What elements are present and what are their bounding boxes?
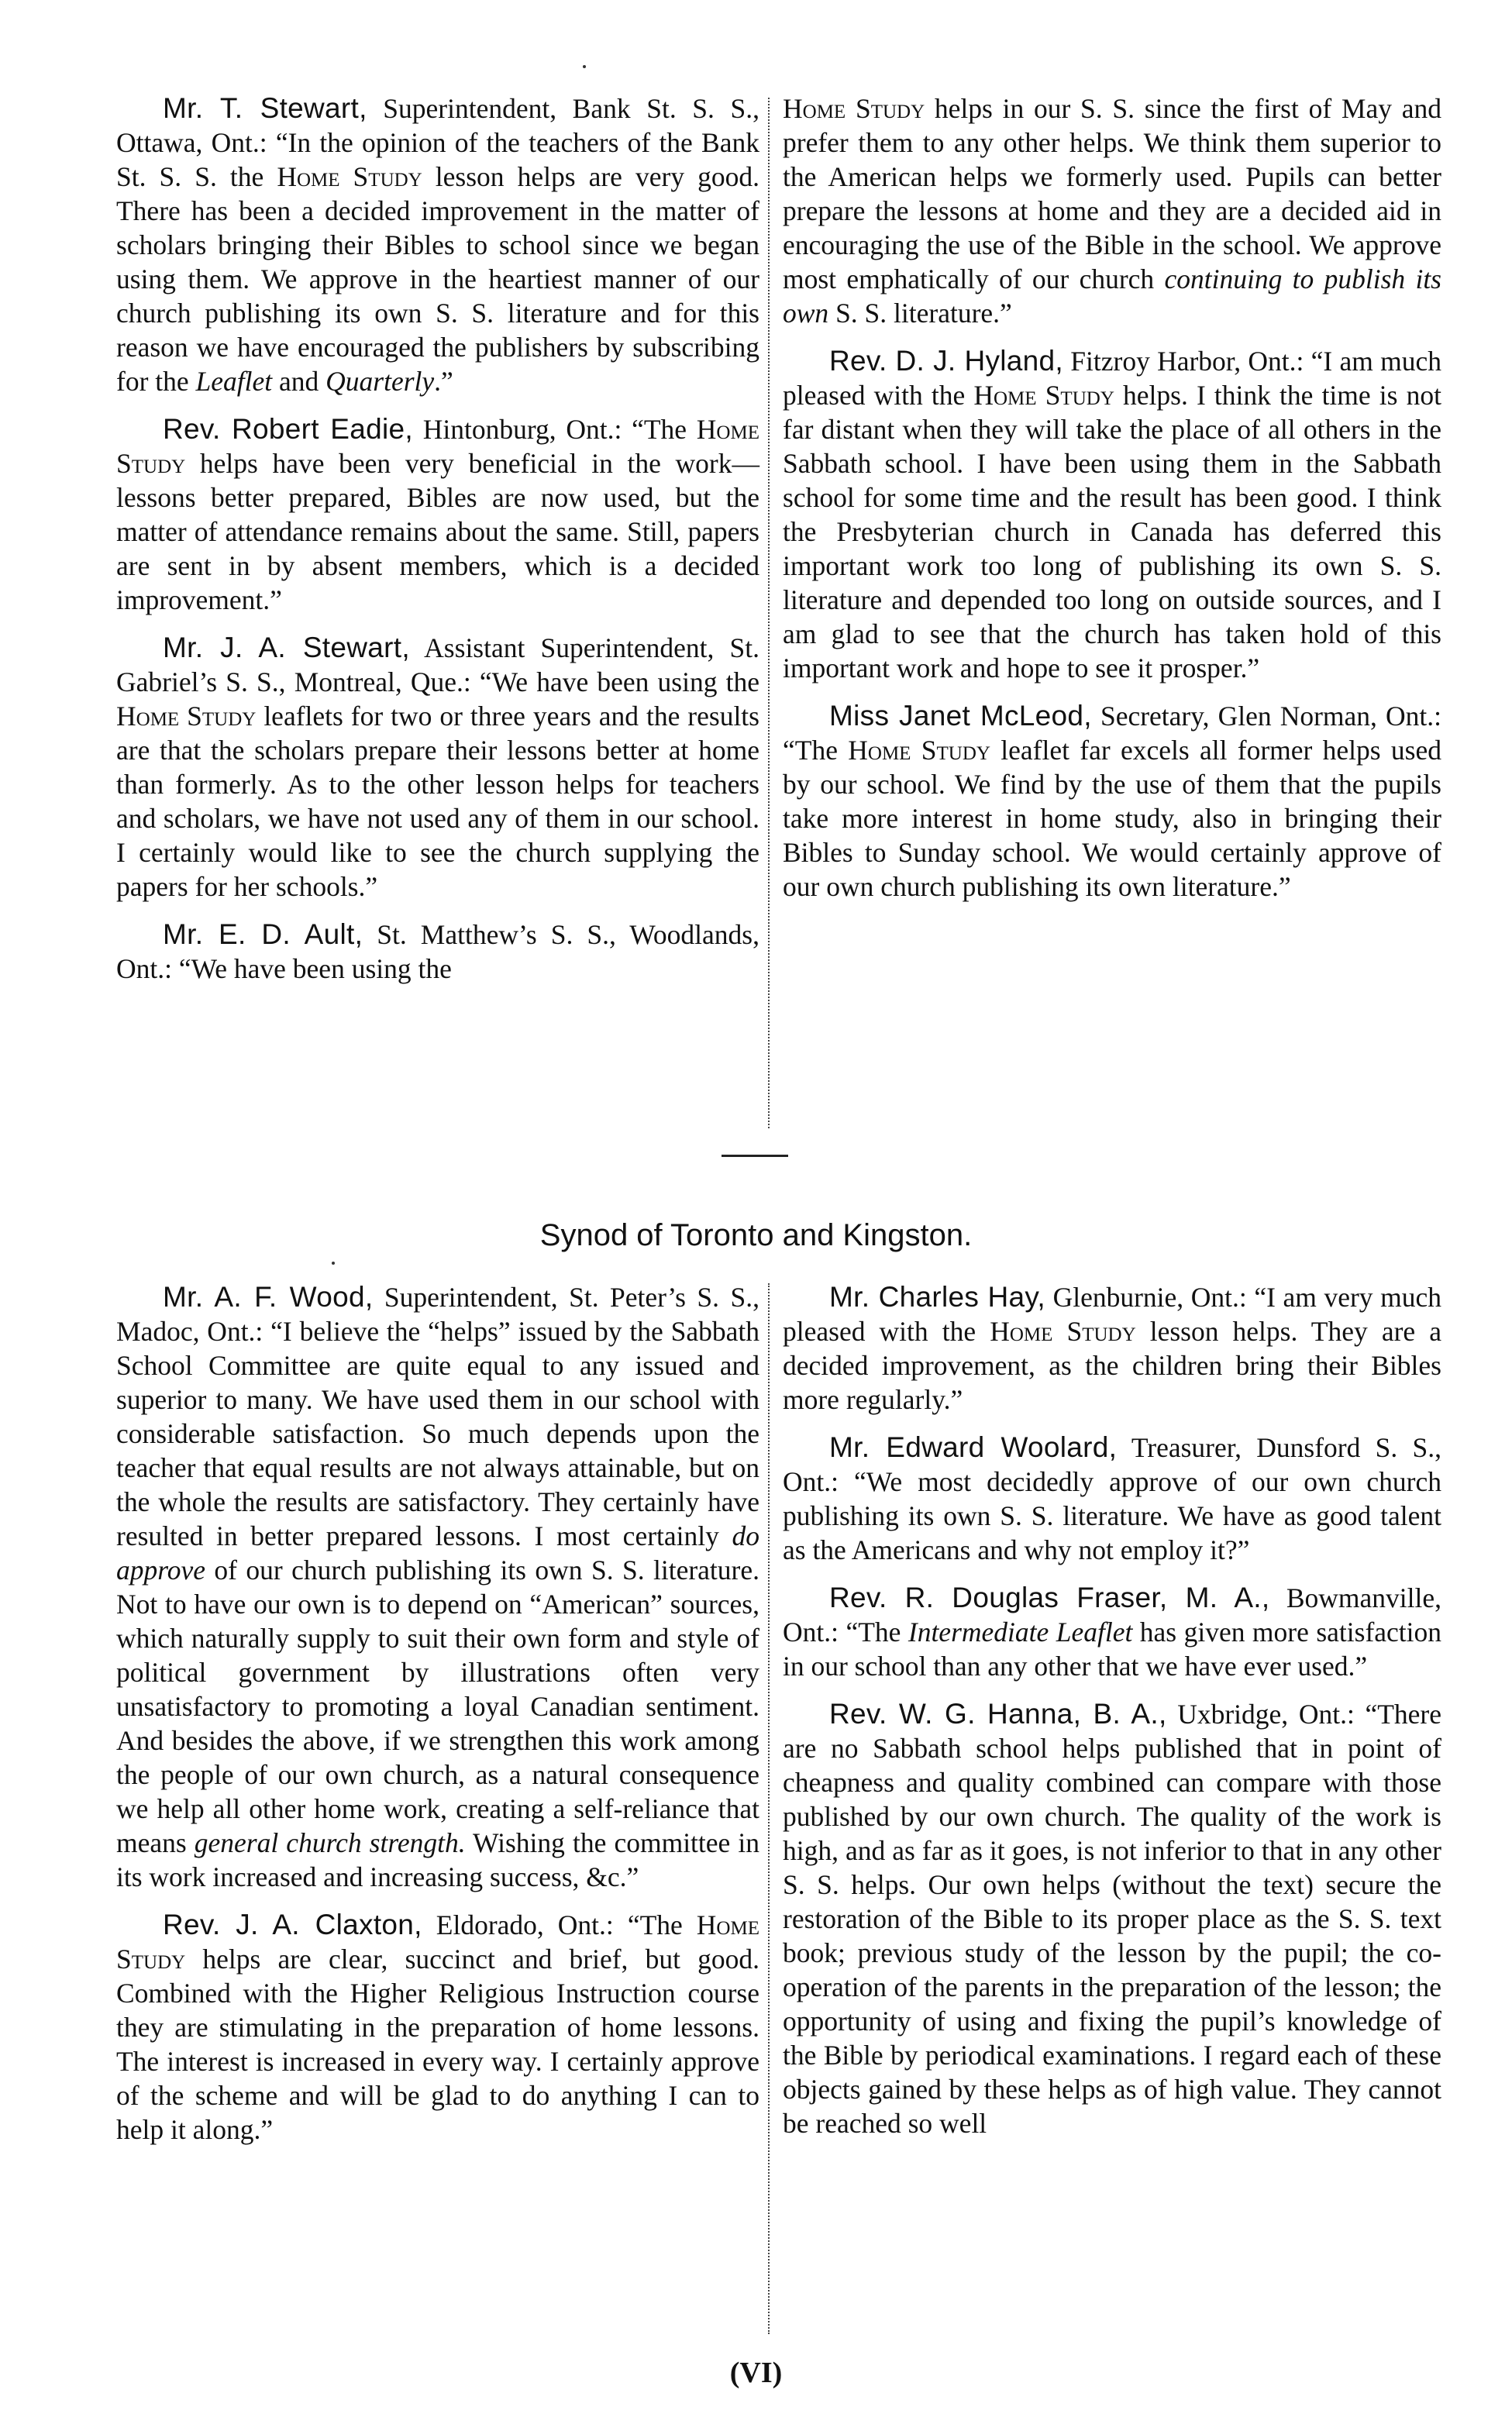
testimonial-text: Superintendent, St. Peter’s S. S., Madoc, Ont.: “I believe the “helps” issued by the Sabbath School Committee are quite equal to any issued and superior to many. We have used them in our school with considerable satisfaction. So much depends upon the teacher that equal results are not always attainable, but on the whole the results are satisfactory. They certainly have resulted in better prepared lessons. I most certainly	[116, 1282, 759, 1551]
testimonial-text: lesson helps. They are a decided improvement, as the children bring their Bibles more regularly.”	[783, 1316, 1442, 1415]
speaker-name: Mr. A. F. Wood,	[163, 1281, 374, 1313]
italic-title: Quarterly	[325, 366, 435, 397]
testimonial-text: helps in our S. S. since the first of May and prefer them to any other helps. We think them superior to the American helps we formerly used. Pupils can better prepare the lessons at home and they are a decided aid in encouraging the use of the Bible in the school. We approve most emphatically of our church	[783, 93, 1441, 294]
testimonial-text: lesson helps are very good. There has been a decided improvement in the matter of scholars bringing their Bibles to school since we began using them. We approve in the heartiest manner of our church publishing its own S. S. literature and for this reason we have encouraged the publishers by subscribing for the	[116, 161, 759, 397]
testimonial-text: Wishing the committee in its work increased and increasing success, &c.”	[116, 1827, 759, 1892]
testimonial	[116, 412, 759, 617]
testimonial-text: Secretary, Glen Norman, Ont.: “The	[783, 701, 1441, 766]
italic-phrase: general church strength.	[194, 1827, 466, 1858]
speaker-name: Rev. J. A. Claxton,	[163, 1909, 422, 1940]
italic-phrase: continuing to publish its own	[783, 263, 1441, 329]
print-speck	[332, 1262, 335, 1265]
testimonial-text: Fitzroy Harbor, Ont.: “I am much pleased with the	[783, 346, 1441, 411]
testimonial	[783, 1280, 1441, 1417]
speaker-name: Rev. D. J. Hyland,	[829, 345, 1063, 377]
column-gutter	[768, 98, 770, 1128]
speaker-name: Rev. R. Douglas Fraser, M. A.,	[829, 1582, 1270, 1613]
testimonial-text: leaflet far excels all former helps used by our school. We find by the use of them that the pupils take more interest in home study, also in bringing their Bibles to Sunday school. We would certainly approve of our own church publishing its own literature.”	[783, 735, 1441, 902]
speaker-name: Mr. J. A. Stewart,	[163, 632, 410, 663]
testimonial-text: Superintendent, Bank St. S. S., Ottawa, Ont.: “In the opinion of the teachers of the Bank St. S. S. the	[116, 93, 759, 192]
publication-name: Home Study	[116, 701, 257, 732]
testimonial-continued	[783, 91, 1441, 330]
speaker-name: Mr. E. D. Ault,	[163, 918, 363, 950]
testimonial	[783, 1581, 1441, 1683]
speaker-name: Rev. Robert Eadie,	[163, 413, 413, 445]
italic-title: Leaflet	[195, 366, 273, 397]
section2-left-column	[116, 1280, 759, 2161]
column-gutter	[768, 1283, 770, 2334]
testimonial-text: Glenburnie, Ont.: “I am very much pleased with the	[783, 1282, 1441, 1347]
testimonial-text: helps. I think the time is not far distant when they will take the place of all others in the Sabbath school. I have been using them in the Sabbath school for some time and the result has been good. I think the Presbyterian church in Canada has deferred this important work too long of publishing its own S. S. literature and depended too long on outside sources, and I am glad to see that the church has taken hold of this important work and hope to see it prosper.”	[783, 380, 1441, 683]
speaker-name: Mr. T. Stewart,	[163, 92, 367, 124]
publication-name: Home Study	[277, 161, 422, 192]
publication-name: Home Study	[116, 1909, 759, 1975]
speaker-name: Mr. Charles Hay,	[829, 1281, 1045, 1313]
testimonial-text: Hintonburg, Ont.: “The	[412, 414, 697, 445]
publication-name: Home Study	[783, 93, 925, 124]
testimonial-text: Treasurer, Dunsford S. S., Ont.: “We most decidedly approve of our own church publishing its own S. S. literature. We have as good talent as the Americans and why not employ it?”	[783, 1432, 1441, 1565]
testimonial-text: leaflets for two or three years and the results are that the scholars prepare their lessons better at home than formerly. As to the other lesson helps for teachers and scholars, we have not used any of them in our school. I certainly would like to see the church supplying the papers for her schools.”	[116, 701, 759, 902]
publication-name: Home Study	[848, 735, 990, 766]
testimonial-text: of our church publishing its own S. S. literature. Not to have our own is to depend on “American” sources, which naturally supply to suit their own form and style of political government by illustrations often very unsatisfactory to promoting a loyal Canadian sentiment. And besides the above, if we strengthen this work among the people of our own church, as a natural consequence we help all other home work, creating a self-reliance that means	[116, 1555, 759, 1858]
testimonial-text: and	[272, 366, 326, 397]
page-number: (VI)	[729, 2357, 783, 2389]
speaker-name: Mr. Edward Woolard,	[829, 1431, 1118, 1463]
testimonial-text: S. S. literature.”	[828, 298, 1012, 329]
testimonial-text: .”	[434, 366, 453, 397]
section-divider	[722, 1155, 788, 1157]
publication-name: Home Study	[973, 380, 1114, 411]
testimonial-text: Bowmanville, Ont.: “The	[783, 1582, 1442, 1648]
italic-phrase: do approve	[116, 1520, 759, 1586]
testimonial	[116, 918, 759, 986]
testimonial	[783, 699, 1441, 904]
testimonial-text: Eldorado, Ont.: “The	[422, 1909, 697, 1940]
publication-name: Home Study	[116, 414, 759, 479]
testimonial-text: Assistant Superintendent, St. Gabriel’s S. S., Montreal, Que.: “We have been using the	[116, 632, 759, 697]
testimonial-text: helps have been very beneficial in the work—lessons better prepared, Bibles are now used, but the matter of attendance remains about the same. Still, papers are sent in by absent members, which is a decided improvement.”	[116, 448, 759, 615]
testimonial	[783, 1431, 1441, 1567]
testimonial-text: has given more satisfaction in our school than any other that we have ever used.”	[783, 1617, 1442, 1682]
italic-title: Intermediate Leaflet	[908, 1617, 1133, 1648]
print-speck	[583, 65, 586, 68]
testimonial	[116, 1280, 759, 1894]
testimonial-text: St. Matthew’s S. S., Woodlands, Ont.: “We have been using the	[116, 919, 759, 984]
section2-right-column	[783, 1280, 1441, 2154]
synod-heading: Synod of Toronto and Kingston.	[539, 1218, 973, 1252]
testimonial-text: helps are clear, succinct and brief, but good. Combined with the Higher Religious Instruction course they are stimulating in the preparation of home lessons. The interest is increased in every way. I certainly approve of the scheme and will be glad to do anything I can to help it along.”	[116, 1944, 759, 2145]
speaker-name: Miss Janet McLeod,	[829, 700, 1092, 732]
testimonial	[783, 344, 1441, 685]
testimonial-text: Uxbridge, Ont.: “There are no Sabbath school helps published that in point of cheapness and quality combined can compare with those published by our own church. The quality of the work is high, and as far as it goes, is not inferior to that in any other S. S. helps. Our own helps (without the text) secure the restoration of the Bible to its proper place as the S. S. text book; previous study of the lesson by the pupil; the co-operation of the parents in the preparation of the lesson; the opportunity of using and fixing the pupil’s knowledge of the Bible by periodical examinations. I regard each of these objects gained by these helps as of high value. They cannot be reached so well	[783, 1699, 1441, 2139]
section1-left-column	[116, 91, 759, 1000]
section1-right-column	[783, 91, 1441, 918]
testimonial	[116, 1908, 759, 2147]
publication-name: Home Study	[990, 1316, 1136, 1347]
testimonial	[116, 631, 759, 904]
testimonial	[783, 1697, 1441, 2140]
testimonial	[116, 91, 759, 398]
speaker-name: Rev. W. G. Hanna, B. A.,	[829, 1698, 1167, 1730]
